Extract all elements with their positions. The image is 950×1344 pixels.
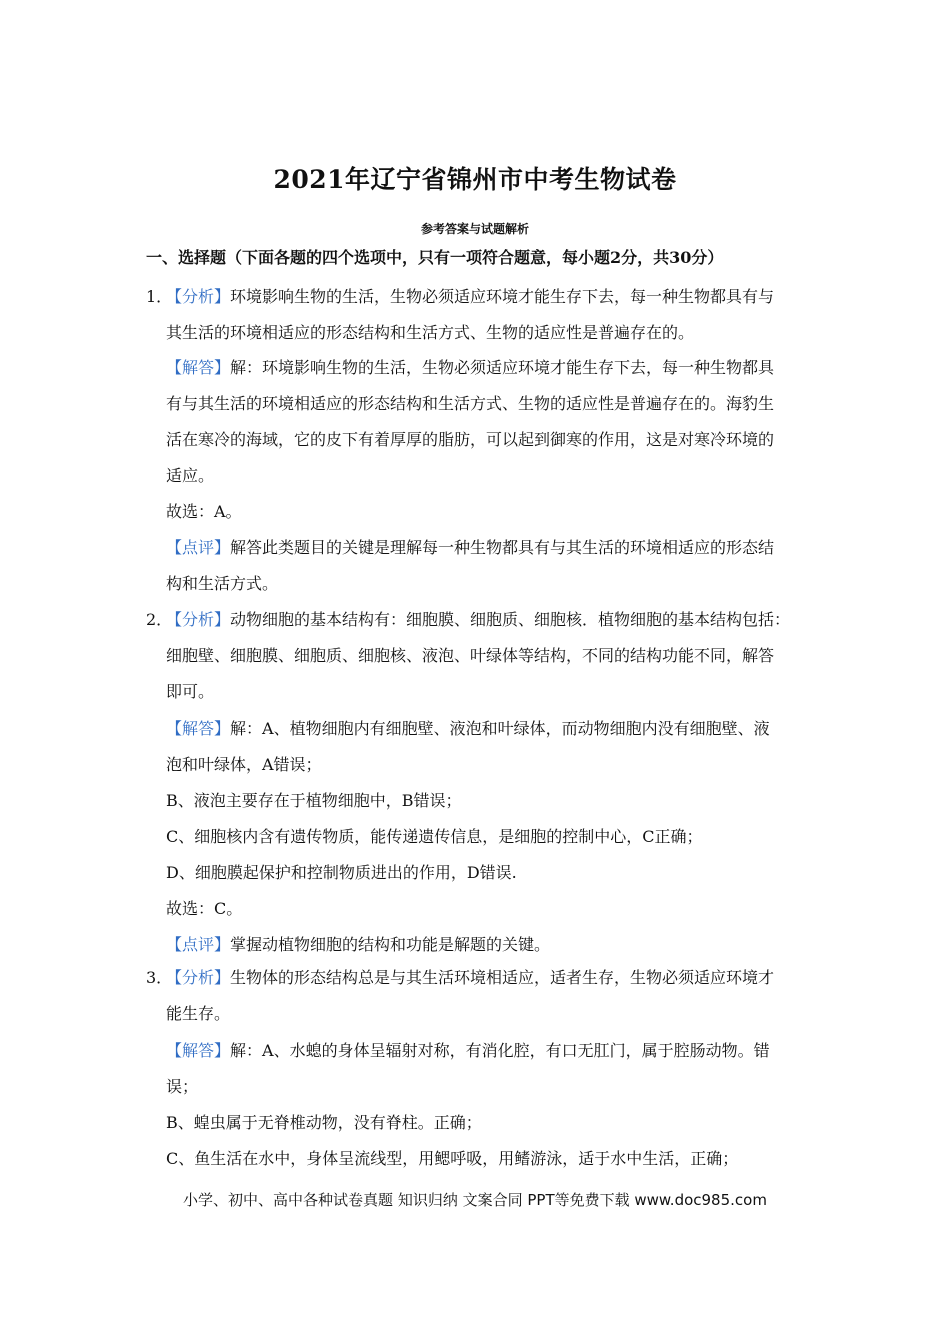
question-number-2: 2．	[146, 610, 173, 629]
page-footer: 小学、初中、高中各种试卷真题 知识归纳 文案合同 PPT等免费下载 www.doc985.com	[183, 1191, 767, 1209]
page-title: 2021年辽宁省锦州市中考生物试卷	[273, 165, 677, 194]
question-number-1: 1．	[146, 287, 173, 306]
analysis-tag: 【分析】	[166, 287, 231, 306]
answer-tag: 【解答】	[166, 1041, 231, 1060]
page-subtitle: 参考答案与试题解析	[420, 222, 529, 236]
comment-tag: 【点评】	[166, 935, 231, 954]
q2-option-line: B、液泡主要存在于植物细胞中，B错误；	[166, 791, 462, 810]
section-heading: 一、选择题（下面各题的四个选项中，只有一项符合题意，每小题2分，共30分）	[146, 248, 724, 267]
q2-analysis-line: 细胞壁、细胞膜、细胞质、细胞核、液泡、叶绿体等结构，不同的结构功能不同，解答	[166, 646, 775, 665]
q1-answer-line: 【解答】解：环境影响生物的生活，生物必须适应环境才能生存下去，每一种生物都具	[166, 358, 775, 377]
answer-tag: 【解答】	[166, 719, 231, 738]
q1-choice: 故选：A。	[166, 502, 242, 521]
q2-answer-line: 泡和叶绿体，A错误；	[166, 755, 322, 774]
q2-option-line: C、细胞核内含有遗传物质，能传递遗传信息，是细胞的控制中心，C正确；	[166, 827, 703, 846]
q2-choice: 故选：C。	[166, 899, 243, 918]
analysis-tag: 【分析】	[166, 610, 231, 629]
question-number-3: 3．	[146, 968, 173, 987]
q1-answer-line: 适应。	[166, 466, 215, 485]
q2-analysis-line: 【分析】动物细胞的基本结构有：细胞膜、细胞质、细胞核．植物细胞的基本结构包括：	[166, 610, 791, 629]
q1-answer-line: 活在寒冷的海域，它的皮下有着厚厚的脂肪，可以起到御寒的作用，这是对寒冷环境的	[166, 430, 775, 449]
q2-analysis-line: 即可。	[166, 682, 215, 701]
q3-answer-line: 误；	[166, 1077, 199, 1096]
q3-analysis-line: 能生存。	[166, 1004, 231, 1023]
q1-analysis-line: 其生活的环境相适应的形态结构和生活方式、生物的适应性是普遍存在的。	[166, 323, 695, 342]
q3-option-line: C、鱼生活在水中，身体呈流线型，用鳃呼吸，用鳍游泳，适于水中生活，正确；	[166, 1149, 739, 1168]
q1-answer-line: 有与其生活的环境相适应的形态结构和生活方式、生物的适应性是普遍存在的。海豹生	[166, 394, 775, 413]
q3-analysis-line: 【分析】生物体的形态结构总是与其生活环境相适应，适者生存，生物必须适应环境才	[166, 968, 775, 987]
q2-option-line: D、细胞膜起保护和控制物质进出的作用，D错误.	[166, 863, 517, 882]
q1-comment-line: 【点评】解答此类题目的关键是理解每一种生物都具有与其生活的环境相适应的形态结	[166, 538, 775, 557]
analysis-tag: 【分析】	[166, 968, 231, 987]
q2-comment-line: 【点评】掌握动植物细胞的结构和功能是解题的关键。	[166, 935, 551, 954]
q1-analysis-line: 【分析】环境影响生物的生活，生物必须适应环境才能生存下去，每一种生物都具有与	[166, 287, 775, 306]
answer-tag: 【解答】	[166, 358, 231, 377]
q3-answer-line: 【解答】解：A、水螅的身体呈辐射对称，有消化腔，有口无肛门，属于腔肠动物。错	[166, 1041, 770, 1060]
q1-comment-line: 构和生活方式。	[166, 574, 279, 593]
comment-tag: 【点评】	[166, 538, 231, 557]
q2-answer-line: 【解答】解：A、植物细胞内有细胞壁、液泡和叶绿体，而动物细胞内没有细胞壁、液	[166, 719, 770, 738]
q3-option-line: B、蝗虫属于无脊椎动物，没有脊柱。正确；	[166, 1113, 482, 1132]
